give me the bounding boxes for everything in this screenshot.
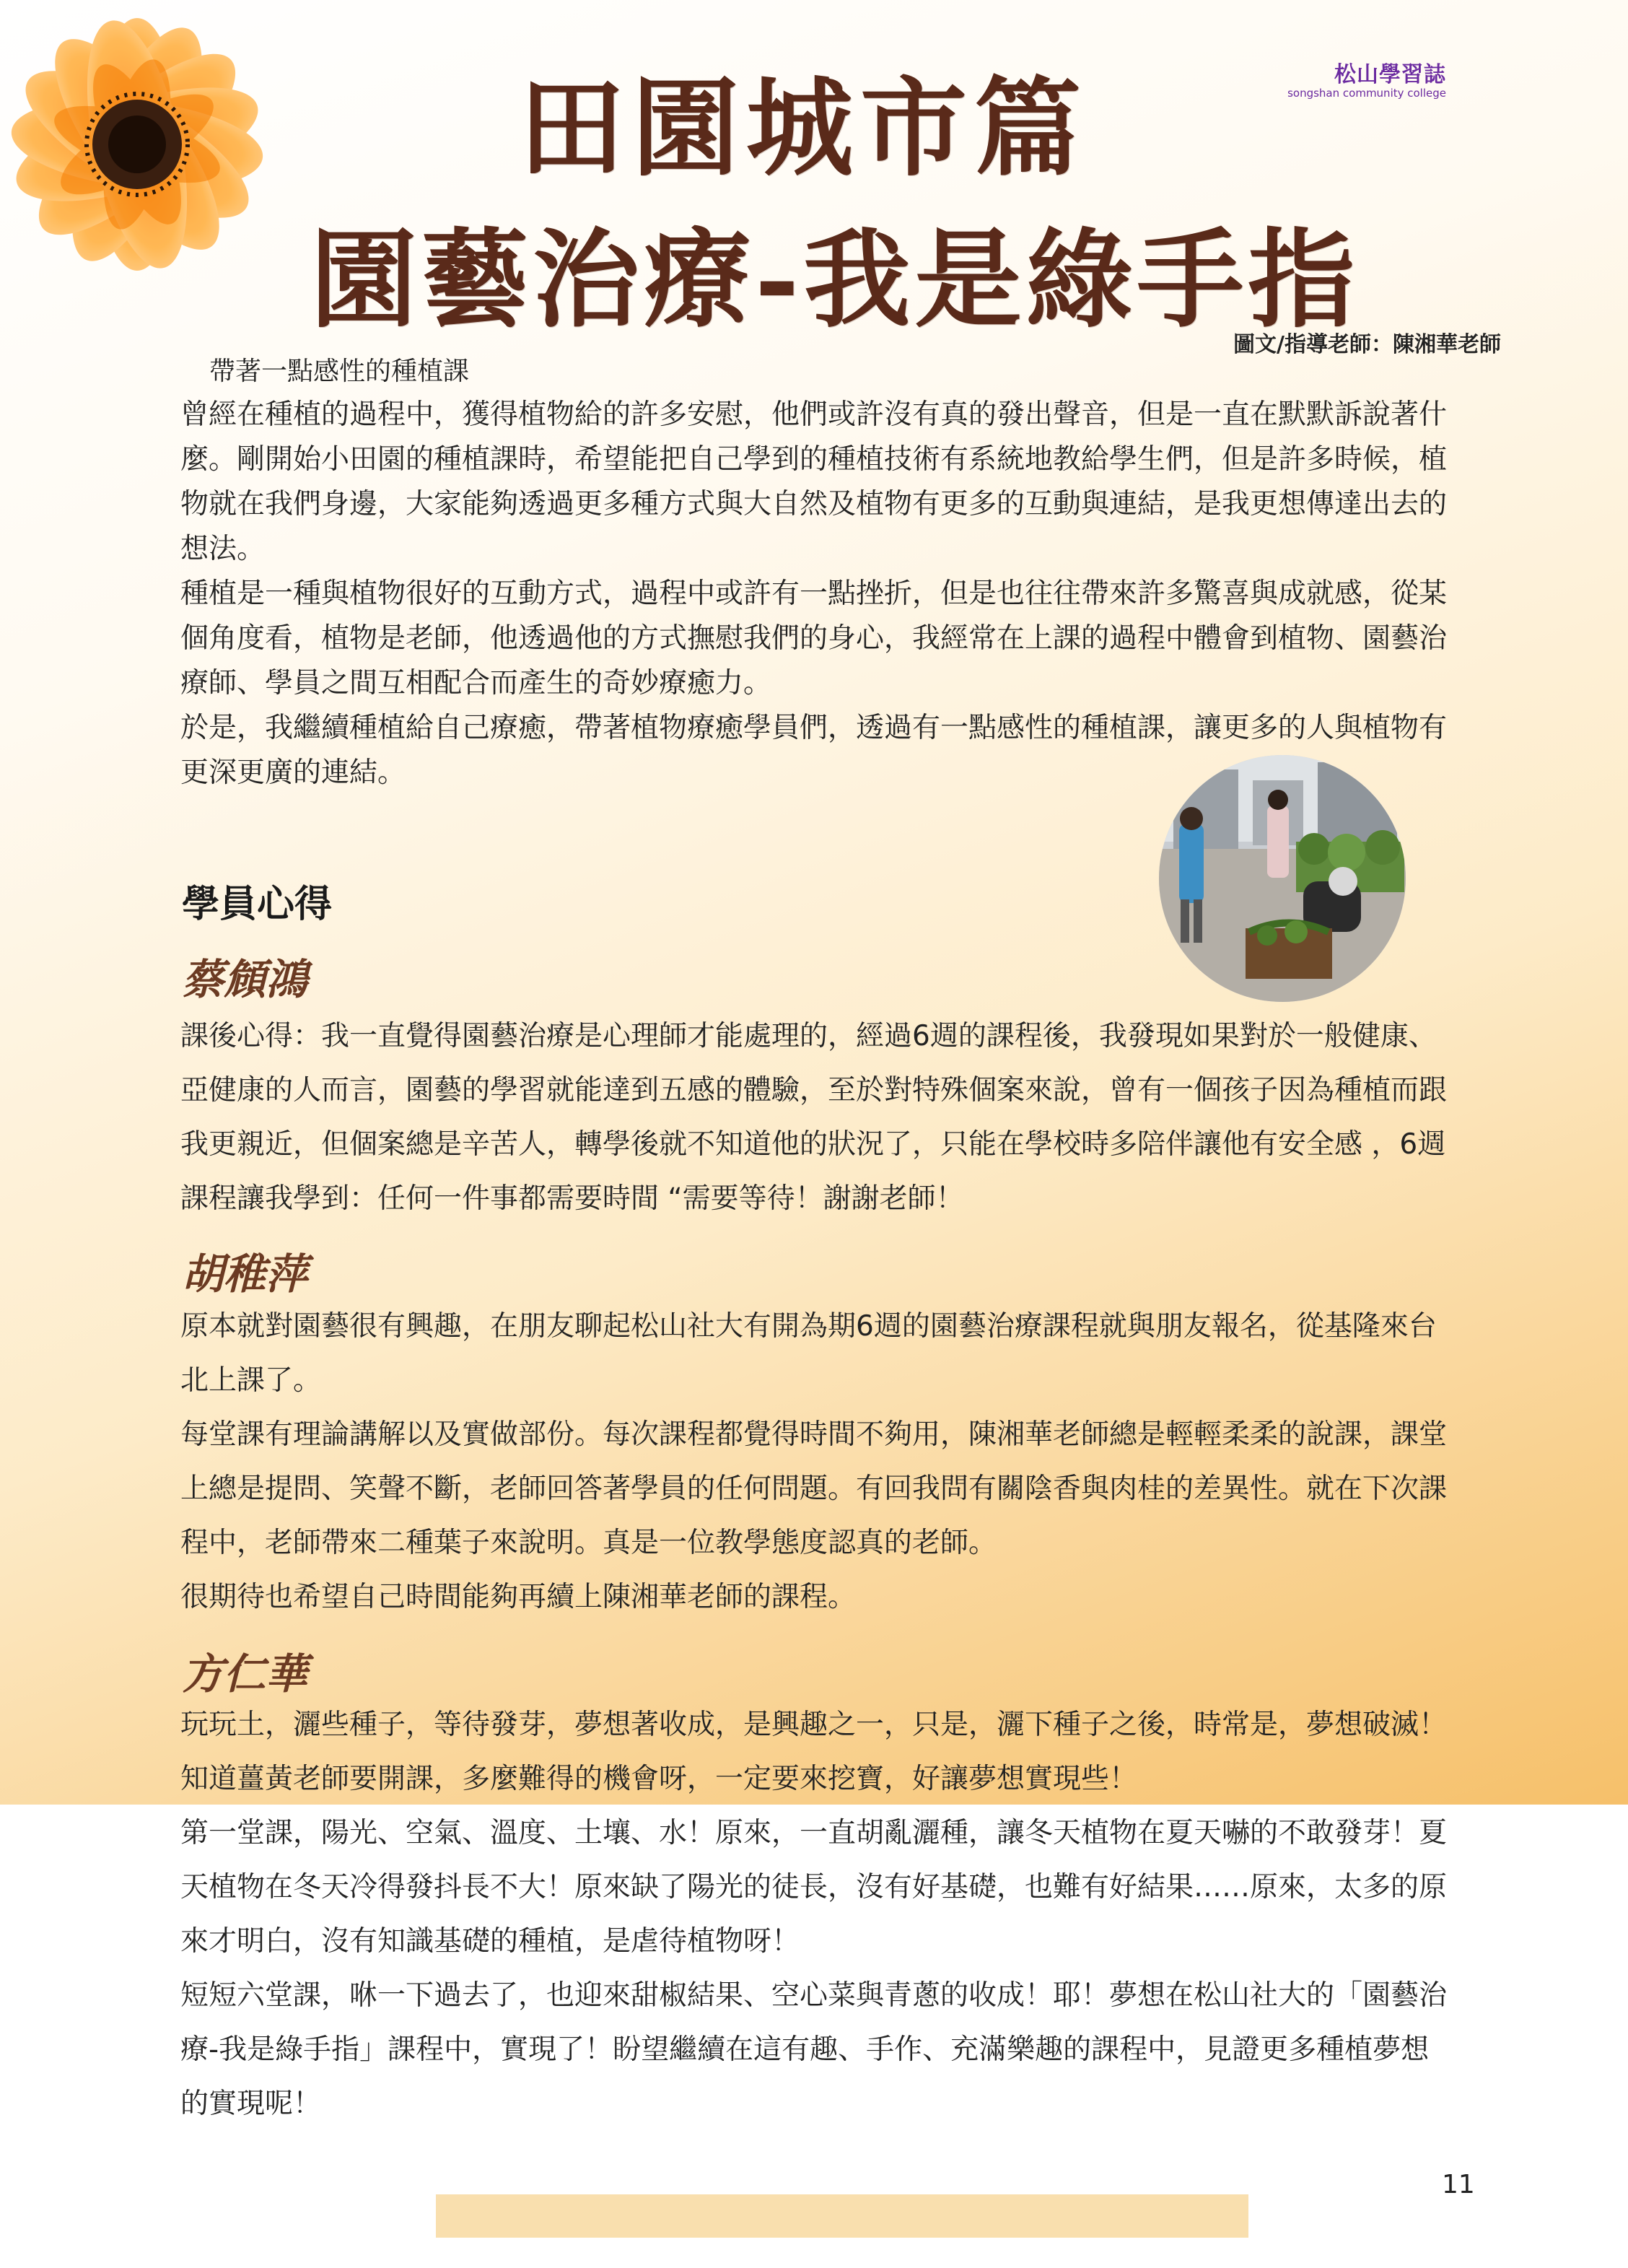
testimonial-paragraph: 課後心得：我一直覺得園藝治療是心理師才能處理的，經過6週的課程後，我發現如果對於一般健康、亞健康的人而言，園藝的學習就能達到五感的體驗，至於對特殊個案來說，曾有一個孩子因為種植而跟我更親近，但個案總是辛苦人，轉學後就不知道他的狀況了，只能在學校時多陪伴讓他有安全感 ，6週課程讓我學到：任何一件事都需要時間 “需要等待！謝謝老師！: [180, 1020, 1448, 1215]
student-name: 方仁華: [182, 1649, 308, 1698]
intro-paragraph: 曾經在種植的過程中，獲得植物給的許多安慰，他們或許沒有真的發出聲音，但是一直在默默訴說著什麼。剛開始小田園的種植課時，希望能把自己學到的種植技術有系統地教給學生們，但是許多時候，植物就在我們身邊，大家能夠透過更多種方式與大自然及植物有更多的互動與連結，是我更想傳達出去的想法。: [180, 398, 1448, 565]
student-testimonial: [180, 1698, 1450, 2131]
student-name: 蔡頠鴻: [182, 955, 308, 1004]
testimonial-paragraph: 短短六堂課，咻一下過去了，也迎來甜椒結果、空心菜與青蔥的收成！耶！夢想在松山社大的「園藝治療-我是綠手指」課程中，實現了！盼望繼續在這有趣、手作、充滿樂趣的課程中，見證更多種植夢想的實現呢！: [180, 1979, 1448, 2120]
testimonial-paragraph: 每堂課有理論講解以及實做部份。每次課程都覺得時間不夠用，陳湘華老師總是輕輕柔柔的說課，課堂上總是提問、笑聲不斷，老師回答著學員的任何問題。有回我問有關陰香與肉桂的差異性。就在下次課程中，老師帶來二種葉子來說明。真是一位教學態度認真的老師。: [180, 1418, 1448, 1559]
student-name: 胡稚萍: [182, 1249, 308, 1299]
page-title-line1: 田園城市篇: [518, 65, 1088, 191]
intro-heading: 帶著一點感性的種植課: [209, 357, 470, 386]
testimonial-paragraph: 知道薑黃老師要開課，多麼難得的機會呀，一定要來挖寶，好讓夢想實現些！: [180, 1763, 1138, 1795]
class-photo: [1159, 755, 1406, 1002]
testimonial-paragraph: 很期待也希望自己時間能夠再續上陳湘華老師的課程。: [180, 1581, 857, 1613]
brand-chinese: 松山學習誌: [1334, 62, 1446, 87]
flower-illustration: [0, 0, 361, 368]
footer-bar: [436, 2194, 1248, 2238]
author-credit: 圖文/指導老師：陳湘華老師: [1233, 332, 1501, 357]
magazine-brand: [1287, 56, 1446, 100]
intro-body: [180, 393, 1450, 795]
page-title-line2: 園藝治療-我是綠手指: [310, 217, 1360, 342]
student-testimonial: [180, 1009, 1450, 1226]
brand-english: songshan community college: [1287, 87, 1446, 100]
intro-paragraph: 於是，我繼續種植給自己療癒，帶著植物療癒學員們，透過有一點感性的種植課，讓更多的人與植物有更深更廣的連結。: [180, 712, 1448, 789]
testimonial-paragraph: 原本就對園藝很有興趣，在朋友聊起松山社大有開為期6週的園藝治療課程就與朋友報名，從基隆來台北上課了。: [180, 1310, 1437, 1397]
testimonial-paragraph: 第一堂課，陽光、空氣、溫度、土壤、水！原來，一直胡亂灑種，讓冬天植物在夏天嚇的不敢發芽！夏天植物在冬天冷得發抖長不大！原來缺了陽光的徒長，沒有好基礎，也難有好結果……原來，太多的原來才明白，沒有知識基礎的種植，是虐待植物呀！: [180, 1817, 1448, 1958]
testimonial-paragraph: 玩玩土，灑些種子，等待發芽，夢想著收成，是興趣之一，只是，灑下種子之後，時常是，夢想破滅！: [180, 1709, 1448, 1741]
section-heading: 學員心得: [182, 882, 333, 926]
page-number: 11: [1442, 2170, 1475, 2199]
intro-paragraph: 種植是一種與植物很好的互動方式，過程中或許有一點挫折，但是也往往帶來許多驚喜與成就感，從某個角度看，植物是老師，他透過他的方式撫慰我們的身心，我經常在上課的過程中體會到植物、園藝治療師、學員之間互相配合而產生的奇妙療癒力。: [180, 577, 1448, 699]
student-testimonial: [180, 1299, 1450, 1624]
